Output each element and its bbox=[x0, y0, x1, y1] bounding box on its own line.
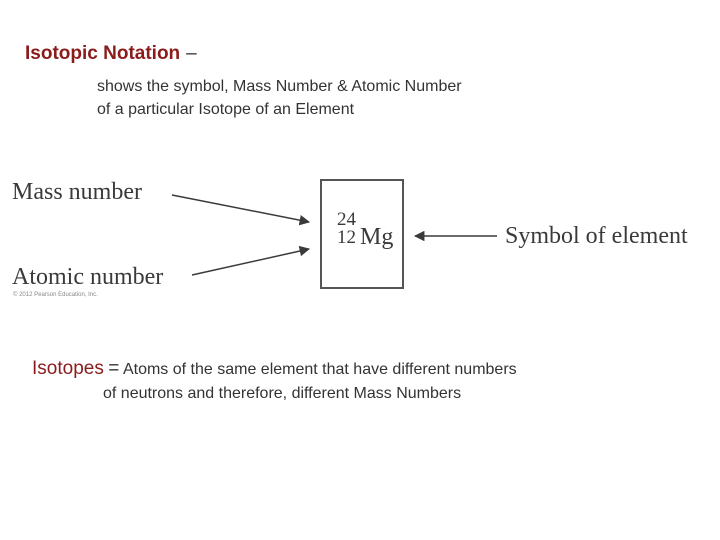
element-notation-box bbox=[320, 179, 404, 289]
mass-number-label: Mass number bbox=[12, 179, 142, 205]
element-symbol: Mg bbox=[360, 224, 394, 250]
description-line-2: of a particular Isotope of an Element bbox=[97, 101, 355, 118]
copyright-notice: © 2012 Pearson Education, Inc. bbox=[13, 292, 98, 298]
isotopes-term: Isotopes bbox=[32, 358, 104, 379]
description-line-1: shows the symbol, Mass Number & Atomic Number bbox=[97, 78, 462, 95]
atomic-number-arrow bbox=[192, 249, 309, 275]
symbol-of-element-label: Symbol of element bbox=[505, 223, 688, 249]
slide-heading bbox=[25, 42, 197, 66]
isotopes-equals: = bbox=[108, 358, 120, 379]
heading-title: Isotopic Notation bbox=[25, 43, 181, 64]
isotopes-definition-line-1: Atoms of the same element that have different numbers bbox=[122, 361, 517, 378]
mass-number-arrow bbox=[172, 195, 309, 222]
atomic-number-value: 12 bbox=[337, 227, 356, 248]
heading-dash: – bbox=[186, 43, 197, 64]
isotopes-definition bbox=[32, 357, 517, 381]
nuclear-numbers bbox=[337, 211, 356, 247]
isotope-notation-figure bbox=[0, 170, 720, 310]
isotopes-definition-line-2: of neutrons and therefore, different Mass Numbers bbox=[103, 385, 462, 402]
notation-description bbox=[97, 75, 462, 121]
mass-number-value: 24 bbox=[337, 209, 356, 230]
atomic-number-label: Atomic number bbox=[12, 264, 164, 290]
